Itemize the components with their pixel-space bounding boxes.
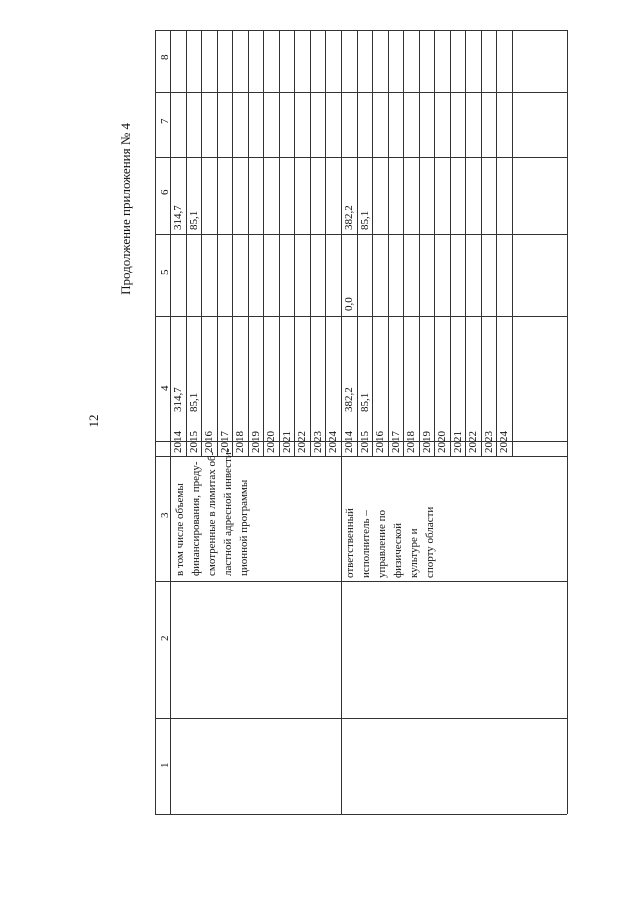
table-border [155, 814, 567, 815]
year-rule [263, 30, 264, 456]
year-rule [248, 30, 249, 456]
row2-year: 2016 [374, 431, 386, 453]
column-rule [155, 718, 567, 719]
column-header-7: 7 [159, 118, 171, 124]
row1-year: 2020 [265, 431, 277, 453]
row2-year: 2017 [390, 431, 402, 453]
year-rule [294, 30, 295, 456]
year-rule [512, 30, 513, 456]
row2-year: 2023 [483, 431, 495, 453]
row1-year: 2016 [203, 431, 215, 453]
year-rule [279, 30, 280, 456]
row1-col2-line: в том числе объемы [174, 483, 186, 576]
column-header-2: 2 [159, 635, 171, 641]
year-rule [481, 30, 482, 456]
year-rule [372, 30, 373, 456]
row1-year: 2017 [219, 431, 231, 453]
row1-year: 2022 [296, 431, 308, 453]
row1-col4-value: 314,7 [172, 387, 184, 412]
column-rule [155, 581, 567, 582]
row2-col6-value: 85,1 [359, 210, 371, 230]
year-rule [434, 30, 435, 456]
row2-col3-line: физической [392, 523, 404, 578]
year-rule [465, 30, 466, 456]
year-rule [310, 30, 311, 456]
year-rule [186, 30, 187, 456]
row1-year: 2023 [312, 431, 324, 453]
row2-year: 2018 [405, 431, 417, 453]
row2-col3-line: ответственный [344, 508, 356, 578]
column-header-1: 1 [159, 762, 171, 768]
row2-year: 2019 [421, 431, 433, 453]
row2-year: 2015 [359, 431, 371, 453]
row2-year: 2020 [436, 431, 448, 453]
year-rule [450, 30, 451, 456]
year-rule [496, 30, 497, 456]
continuation-title: Продолжение приложения № 4 [118, 123, 133, 295]
row1-year: 2014 [172, 431, 184, 453]
row2-col6-value: 382,2 [343, 205, 355, 230]
row1-year: 2021 [281, 431, 293, 453]
row1-year: 2018 [234, 431, 246, 453]
year-rule [232, 30, 233, 456]
year-rule [419, 30, 420, 456]
year-rule [325, 30, 326, 456]
row2-col3-line: спорту области [424, 506, 436, 578]
row1-col2-line: ластной адресной инвести- [222, 448, 234, 576]
row1-col2-line: финансирования, преду- [190, 461, 202, 576]
row2-year: 2022 [467, 431, 479, 453]
row1-col6-value: 85,1 [188, 210, 200, 230]
year-rule [217, 30, 218, 456]
year-rule [403, 30, 404, 456]
row2-col3-line: культуре и [408, 528, 420, 578]
column-header-4: 4 [159, 385, 171, 391]
year-rule [388, 30, 389, 456]
table [155, 30, 567, 814]
year-rule [341, 30, 342, 456]
row2-col3-line: исполнитель – [360, 510, 372, 578]
row1-year: 2024 [327, 431, 339, 453]
row2-year: 2014 [343, 431, 355, 453]
row2-year: 2024 [498, 431, 510, 453]
column-header-8: 8 [159, 54, 171, 60]
column-header-5: 5 [159, 269, 171, 275]
year-rule [357, 30, 358, 456]
row2-col3-line: управление по [376, 510, 388, 578]
row1-col2-line: смотренные в лимитах об- [206, 451, 218, 576]
page-number: 12 [86, 414, 101, 428]
header-rule [170, 30, 171, 814]
row2-col4-value: 382,2 [343, 387, 355, 412]
row1-year: 2015 [188, 431, 200, 453]
year-rule [201, 30, 202, 456]
column-header-3: 3 [159, 512, 171, 518]
row2-year: 2021 [452, 431, 464, 453]
row1-col2-line: ционной программы [238, 479, 250, 576]
row1-year: 2019 [250, 431, 262, 453]
table-border [155, 30, 156, 814]
row1-col6-value: 314,7 [172, 205, 184, 230]
row2-col4-value: 85,1 [359, 392, 371, 412]
table-border [567, 30, 568, 814]
column-header-6: 6 [159, 189, 171, 195]
row2-col5-value: 0,0 [343, 297, 355, 311]
row1-col4-value: 85,1 [188, 392, 200, 412]
